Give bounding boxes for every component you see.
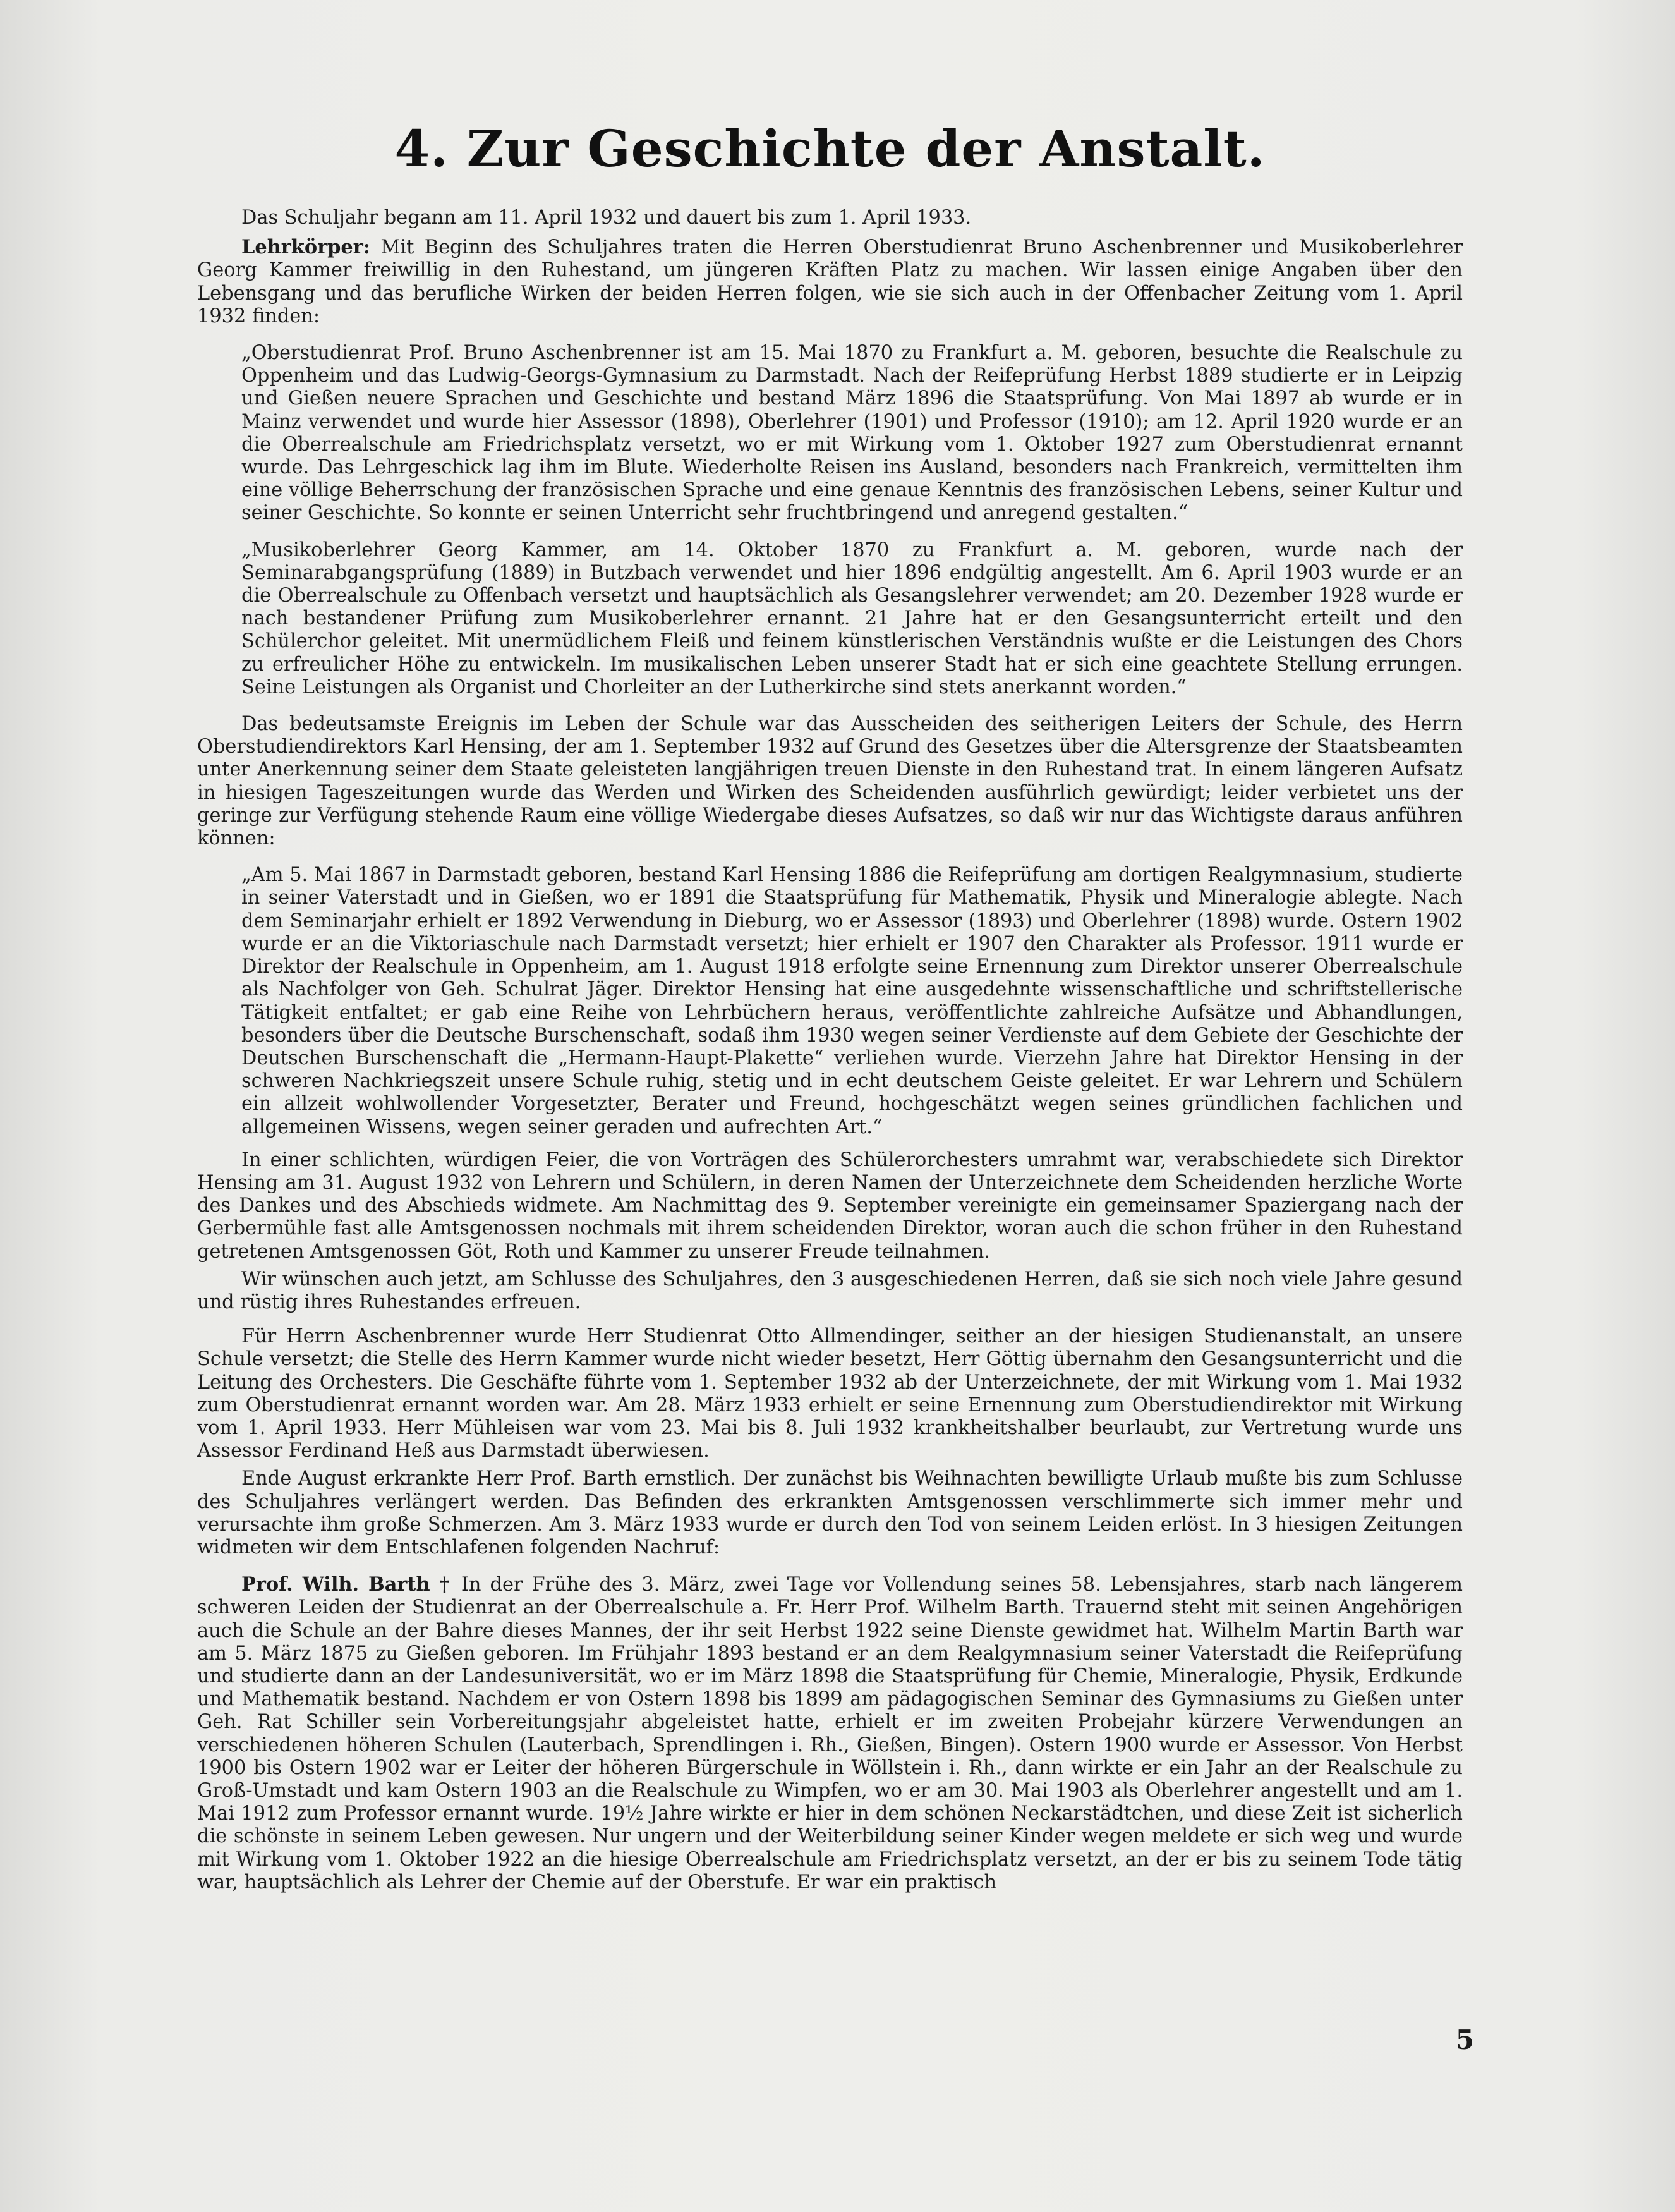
ereignis-paragraph: Das bedeutsamste Ereignis im Leben der Schule war das Ausscheiden des seitherigen Leiters der Schule, des Herrn Oberstudiendirektors Karl Hensing, der am 1. September 1932 auf Grund des Gesetzes über die Altersgrenze der Staatsbeamten unter Anerkennung seiner dem Staate geleisteten langjährigen treuen Dienste in den Ruhestand trat. In einem längeren Aufsatz in hiesigen Tageszeitungen wurde das Werden und Wirken des Scheidenden ausführlich gewürdigt; leider verbietet uns der geringe zur Verfügung stehende Raum eine völlige Wiedergabe dieses Aufsatzes, so daß wir nur das Wichtigste daraus anführen können: — [197, 713, 1463, 850]
barth-intro-paragraph: Ende August erkrankte Herr Prof. Barth ernstlich. Der zunächst bis Weihnachten bewilligte Urlaub mußte bis zum Schlusse des Schuljahres verlängert werden. Das Befinden des erkrankten Amtsgenossen verschlimmerte sich immer mehr und verursachte ihm große Schmerzen. Am 3. März 1933 wurde er durch den Tod von seinem Leiden erlöst. In 3 hiesigen Zeitungen widmeten wir dem Entschlafenen folgenden Nachruf: — [197, 1468, 1463, 1559]
text-column — [197, 117, 1463, 1894]
page-number: 5 — [1455, 2024, 1474, 2055]
quote-aschenbrenner: „Oberstudienrat Prof. Bruno Aschenbrenner ist am 15. Mai 1870 zu Frankfurt a. M. geboren, besuchte die Realschule zu Oppenheim und das Ludwig-Georgs-Gymnasium zu Darmstadt. Nach der Reifeprüfung Herbst 1889 studierte er in Leipzig und Gießen neuere Sprachen und Geschichte und bestand März 1896 die Staatsprüfung. Von Mai 1897 ab wurde er in Mainz verwendet und wurde hier Assessor (1898), Oberlehrer (1901) und Professor (1910); am 12. April 1920 wurde er an die Oberrealschule am Friedrichsplatz versetzt, wo er mit Wirkung vom 1. Oktober 1927 zum Oberstudienrat ernannt wurde. Das Lehrgeschick lag ihm im Blute. Wiederholte Reisen ins Ausland, besonders nach Frankreich, vermittelten ihm eine völlige Beherrschung der französischen Sprache und eine genaue Kenntnis des französischen Lebens, seiner Kultur und seiner Geschichte. So konnte er seinen Unterricht sehr fruchtbringend und anregend gestalten.“ — [241, 342, 1463, 525]
wuensche-paragraph: Wir wünschen auch jetzt, am Schlusse des Schuljahres, den 3 ausgeschiedenen Herren, daß sie sich noch viele Jahre gesund und rüstig ihres Ruhestandes erfreuen. — [197, 1268, 1463, 1313]
lehrkoerper-paragraph — [197, 236, 1463, 328]
quote-hensing: „Am 5. Mai 1867 in Darmstadt geboren, bestand Karl Hensing 1886 die Reifeprüfung am dortigen Realgymnasium, studierte in seiner Vaterstadt und in Gießen, wo er 1891 die Staatsprüfung für Mathematik, Physik und Mineralogie ablegte. Nach dem Seminarjahr erhielt er 1892 Verwendung in Dieburg, wo er Assessor (1893) und Oberlehrer (1898) wurde. Ostern 1902 wurde er an die Viktoriaschule nach Darmstadt versetzt; hier erhielt er 1907 den Charakter als Professor. 1911 wurde er Direktor der Realschule in Oppenheim, am 1. August 1918 erfolgte seine Ernennung zum Direktor unserer Oberrealschule als Nachfolger von Geh. Schulrat Jäger. Direktor Hensing hat eine ausgedehnte wissenschaftliche und schriftstellerische Tätigkeit entfaltet; er gab eine Reihe von Lehrbüchern heraus, veröffentlichte zahlreiche Aufsätze und Abhandlungen, besonders über die Deutsche Burschenschaft, sodaß ihm 1930 wegen seiner Verdienste auf dem Gebiete der Geschichte der Deutschen Burschenschaft die „Hermann-Haupt-Plakette“ verliehen wurde. Vierzehn Jahre hat Direktor Hensing in der schweren Nachkriegszeit unsere Schule ruhig, stetig und in echt deutschem Geiste geleitet. Er war Lehrern und Schülern ein allzeit wohlwollender Vorgesetzter, Berater und Freund, hochgeschätzt wegen seines gründlichen fachlichen und allgemeinen Wissens, wegen seiner geraden und aufrechten Art.“ — [241, 864, 1463, 1138]
nachruf-paragraph — [197, 1573, 1463, 1894]
section-heading: 4. Zur Geschichte der Anstalt. — [394, 119, 1266, 178]
quote-kammer: „Musikoberlehrer Georg Kammer, am 14. Oktober 1870 zu Frankfurt a. M. geboren, wurde nach der Seminarabgangsprüfung (1889) in Butzbach verwendet und hier 1896 endgültig angestellt. Am 6. April 1903 wurde er an die Oberrealschule zu Offenbach versetzt und hauptsächlich als Gesangslehrer verwendet; am 20. Dezember 1928 wurde er nach bestandener Prüfung zum Musikoberlehrer ernannt. 21 Jahre hat er den Gesangsunterricht erteilt und den Schülerchor geleitet. Mit unermüdlichem Fleiß und feinem künstlerischen Verständnis wußte er die Leistungen des Chors zu erfreulicher Höhe zu entwickeln. Im musikalischen Leben unserer Stadt hat er sich eine geachtete Stellung errungen. Seine Leistungen als Organist und Chorleiter an der Lutherkirche sind stets anerkannt worden.“ — [241, 538, 1463, 698]
ersatz-paragraph: Für Herrn Aschenbrenner wurde Herr Studienrat Otto Allmendinger, seither an der hiesigen Studienanstalt, an unsere Schule versetzt; die Stelle des Herrn Kammer wurde nicht wieder besetzt, Herr Göttig übernahm den Gesangsunterricht und die Leitung des Orchesters. Die Geschäfte führte vom 1. September 1932 ab der Unterzeichnete, der mit Wirkung vom 1. Mai 1932 zum Oberstudienrat ernannt worden war. Am 28. März 1933 erhielt er seine Ernennung zum Oberstudiendirektor mit Wirkung vom 1. April 1933. Herr Mühleisen war vom 23. Mai bis 8. Juli 1932 krankheitshalber beurlaubt, zur Vertretung wurde uns Assessor Ferdinand Heß aus Darmstadt überwiesen. — [197, 1325, 1463, 1462]
lehrkoerper-label: Lehrkörper: — [241, 236, 370, 259]
feier-paragraph: In einer schlichten, würdigen Feier, die von Vorträgen des Schülerorchesters umrahmt war, verabschiedete sich Direktor Hensing am 31. August 1932 von Lehrern und Schülern, in deren Namen der Unterzeichnete dem Scheidenden herzliche Worte des Dankes und des Abschieds widmete. Am Nachmittag des 9. September vereinigte ein gemeinsamer Spaziergang nach der Gerbermühle fast alle Amtsgenossen nochmals mit ihrem scheidenden Direktor, woran auch die schon früher in den Ruhestand getretenen Amtsgenossen Göt, Roth und Kammer zu unserer Freude teilnahmen. — [197, 1148, 1463, 1263]
nachruf-label: Prof. Wilh. Barth † — [241, 1573, 452, 1596]
nachruf-text: In der Frühe des 3. März, zwei Tage vor Vollendung seines 58. Lebensjahres, starb nach längerem schweren Leiden der Studienrat an der Oberrealschule a. Fr. Herr Prof. Wilhelm Barth. Trauernd steht mit seinen Angehörigen auch die Schule an der Bahre dieses Mannes, der ihr seit Herbst 1922 seine Dienste gewidmet hat. Wilhelm Martin Barth war am 5. März 1875 zu Gießen geboren. Im Frühjahr 1893 bestand er an dem Realgymnasium seiner Vaterstadt die Reifeprüfung und studierte dann an der Landesuniversität, wo er im März 1898 die Staatsprüfung für Chemie, Mineralogie, Physik, Erdkunde und Mathematik bestand. Nachdem er von Ostern 1898 bis 1899 am pädagogischen Seminar des Gymnasiums zu Gießen unter Geh. Rat Schiller sein Vorbereitungsjahr abgeleistet hatte, erhielt er im zweiten Probejahr kürzere Verwendungen an verschiedenen höheren Schulen (Lauterbach, Sprendlingen i. Rh., Gießen, Bingen). Ostern 1900 wurde er Assessor. Von Herbst 1900 bis Ostern 1902 war er Leiter der höheren Bürgerschule in Wöllstein i. Rh., dann wirkte er ein Jahr an der Realschule zu Groß-Umstadt und kam Ostern 1903 an die Realschule zu Wimpfen, wo er am 30. Mai 1903 als Oberlehrer angestellt und am 1. Mai 1912 zum Professor ernannt wurde. 19½ Jahre wirkte er hier in dem schönen Neckarstädtchen, und diese Zeit ist sicherlich die schönste in seinem Leben gewesen. Nur ungern und der Weiterbildung seiner Kinder wegen meldete er sich weg und wurde mit Wirkung vom 1. Oktober 1922 an die hiesige Oberrealschule am Friedrichsplatz versetzt, an der er bis zu seinem Tode tätig war, hauptsächlich als Lehrer der Chemie auf der Oberstufe. Er war ein praktisch — [197, 1574, 1463, 1893]
intro-paragraph: Das Schuljahr begann am 11. April 1932 und dauert bis zum 1. April 1933. — [241, 207, 972, 229]
lehrkoerper-text: Mit Beginn des Schuljahres traten die Herren Oberstudienrat Bruno Aschenbrenner und Musikoberlehrer Georg Kammer freiwillig in den Ruhestand, um jüngeren Kräften Platz zu machen. Wir lassen einige Angaben über den Lebensgang und das berufliche Wirken der beiden Herren folgen, wie sie sich auch in der Offenbacher Zeitung vom 1. April 1932 finden: — [197, 236, 1463, 327]
